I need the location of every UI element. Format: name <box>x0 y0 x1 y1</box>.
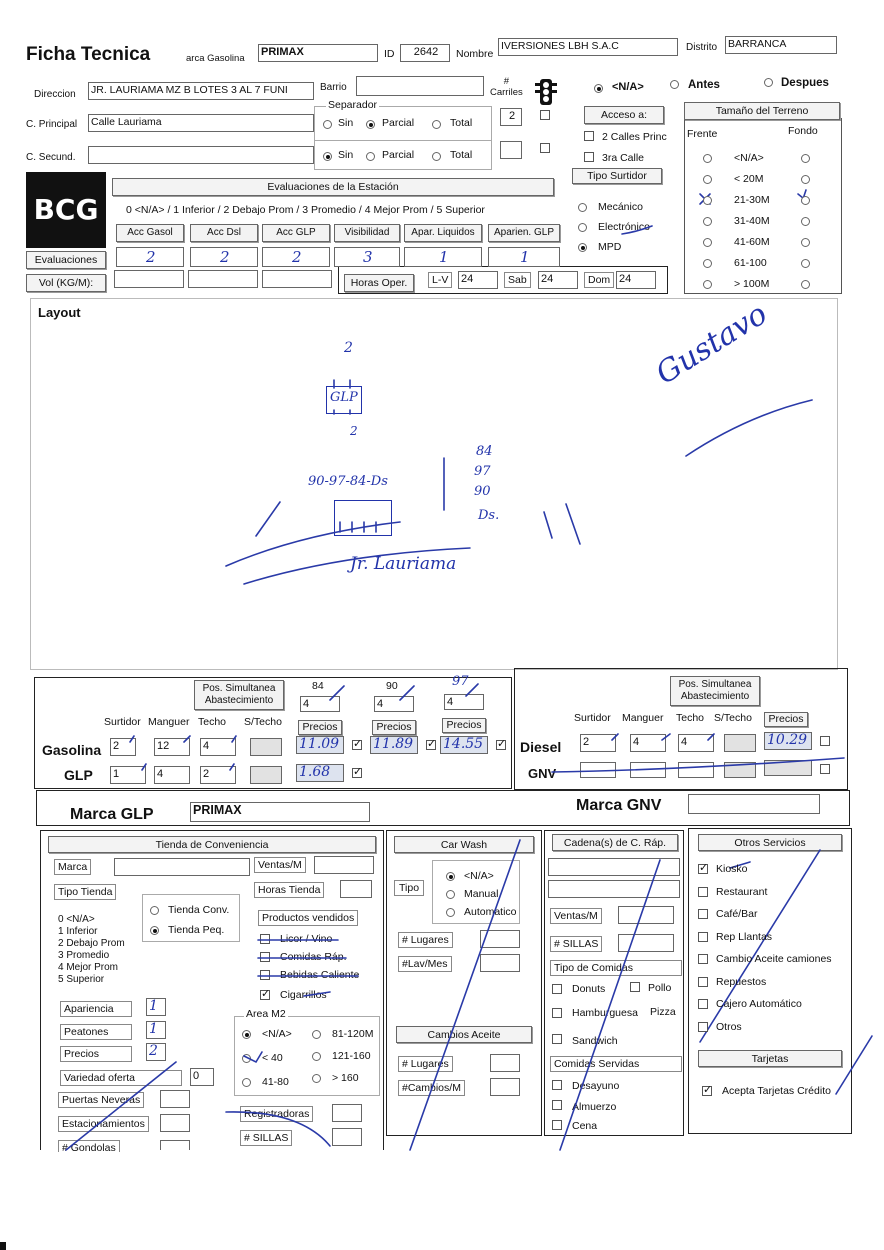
glp-label: GLP <box>64 767 93 783</box>
carwash-manual-label: Manual <box>464 888 499 900</box>
lv-label: L-V <box>428 272 452 288</box>
cambios-cambios-field[interactable] <box>490 1078 520 1096</box>
sep2-parcial-radio[interactable] <box>366 152 375 161</box>
dsl-manguer-field[interactable]: 4 <box>630 734 666 752</box>
gondolas-label: # Gondolas <box>58 1140 120 1152</box>
terreno-option-label: <N/A> <box>734 152 764 164</box>
carwash-manual-radio[interactable] <box>446 890 455 899</box>
tienda-sillas-field[interactable] <box>332 1128 362 1146</box>
pos-antes-label: Antes <box>688 79 720 91</box>
dsl-precios-label: Precios <box>764 712 808 727</box>
estacionamientos-label: Estacionamientos <box>58 1116 149 1132</box>
desayuno-check[interactable] <box>552 1080 562 1090</box>
gas-pos-label: Pos. Simultanea Abastecimiento <box>194 680 284 710</box>
pos-97-field[interactable]: 4 <box>444 694 484 710</box>
vol-label: Vol (KG/M): <box>26 274 106 292</box>
direccion-field[interactable]: JR. LAURIAMA MZ B LOTES 3 AL 7 FUNI <box>88 82 314 100</box>
layout-title: Layout <box>38 305 81 320</box>
desayuno-label: Desayuno <box>572 1080 620 1092</box>
cadena-tipo-label: Tipo de Comidas <box>550 960 682 976</box>
precios-field[interactable]: 2 <box>146 1043 166 1061</box>
otros-check[interactable] <box>698 977 708 987</box>
terreno-option-label: 41-60M <box>734 236 770 248</box>
tienda-horas-label: Horas Tienda <box>254 882 324 898</box>
terreno-frente-radio[interactable] <box>703 280 712 289</box>
glp-price-check[interactable] <box>352 768 362 778</box>
eval-value: 3 <box>363 248 373 266</box>
eval-col-header: Acc Gasol <box>116 224 184 242</box>
terreno-fondo-label: Fondo <box>788 125 818 137</box>
area-label: Area M2 <box>246 1008 286 1020</box>
pizza-label: Pizza <box>650 1006 676 1018</box>
sketch-col-90: 90 <box>474 484 491 499</box>
price-90-field[interactable]: 11.89 <box>370 736 418 754</box>
apariencia-label: Apariencia <box>60 1001 132 1017</box>
sep1-parcial-label: Parcial <box>382 117 415 129</box>
hamburguesa-check[interactable] <box>552 1008 562 1018</box>
price-97-check[interactable] <box>496 740 506 750</box>
cadena-title: Cadena(s) de C. Ráp. <box>552 834 678 851</box>
terreno-frente-label: Frente <box>687 128 718 140</box>
area-41-label: 41-80 <box>262 1076 289 1088</box>
carwash-auto-label: Automatico <box>464 906 517 918</box>
tienda-marca-field[interactable] <box>114 858 250 876</box>
cambios-title: Cambios Aceite <box>396 1026 532 1043</box>
carwash-lugares-field[interactable] <box>480 930 520 948</box>
otros-check[interactable] <box>698 954 708 964</box>
gnv-stecho-field[interactable] <box>724 762 756 778</box>
glp-stecho-field[interactable] <box>250 766 282 784</box>
sep2-sin-label: Sin <box>338 149 354 161</box>
terreno-option-label: 31-40M <box>734 215 770 227</box>
sep2-parcial-label: Parcial <box>382 149 415 161</box>
area-na-radio[interactable] <box>242 1030 251 1039</box>
marca-gasolina-label: arca Gasolina <box>186 53 245 64</box>
barrio-field[interactable] <box>356 76 484 96</box>
carwash-lavmes-field[interactable] <box>480 954 520 972</box>
cadena-field-1[interactable] <box>548 858 680 876</box>
tercera-calle-check[interactable] <box>584 152 594 162</box>
variedad-field[interactable]: 0 <box>190 1068 214 1086</box>
principal-field[interactable]: Calle Lauriama <box>88 114 314 132</box>
dsl-surtidor-field[interactable]: 2 <box>580 734 616 752</box>
pos-84-field[interactable]: 4 <box>300 696 340 712</box>
terreno-frente-radio[interactable] <box>703 196 712 205</box>
gas-precios-97-label: Precios <box>442 718 486 733</box>
peatones-field[interactable]: 1 <box>146 1021 166 1039</box>
area-81-radio[interactable] <box>312 1030 321 1039</box>
estacionamientos-field[interactable] <box>160 1114 190 1132</box>
glp-manguer-field[interactable]: 4 <box>154 766 190 784</box>
terreno-frente-radio[interactable] <box>703 259 712 268</box>
id-field[interactable]: 2642 <box>400 44 450 62</box>
area-lt40-radio[interactable] <box>242 1054 251 1063</box>
tienda-conv-radio[interactable] <box>150 906 159 915</box>
gas-col-techo: Techo <box>198 716 227 728</box>
terreno-title: Tamaño del Terreno <box>684 102 840 120</box>
tienda-title: Tienda de Conveniencia <box>48 836 376 853</box>
gnv-surtidor-field[interactable] <box>580 762 616 778</box>
gas-precios-90-label: Precios <box>372 720 416 735</box>
tipo-surtidor-label: Tipo Surtidor <box>572 168 662 184</box>
sep2-sin-radio[interactable] <box>323 152 332 161</box>
terreno-frente-radio[interactable] <box>703 154 712 163</box>
sab-label: Sab <box>504 272 531 288</box>
lv-field[interactable]: 24 <box>458 271 498 289</box>
gondolas-field[interactable] <box>160 1140 190 1150</box>
sketch-col-97: 97 <box>474 464 491 479</box>
eval-value: 2 <box>220 248 230 266</box>
terreno-fondo-radio[interactable] <box>801 259 810 268</box>
pollo-label: Pollo <box>648 982 672 994</box>
sandwich-check[interactable] <box>552 1034 562 1044</box>
otros-label: Cambio Aceite camiones <box>716 953 832 965</box>
area-41-radio[interactable] <box>242 1078 251 1087</box>
sep1-parcial-radio[interactable] <box>366 120 375 129</box>
otros-check[interactable] <box>698 1022 708 1032</box>
registradoras-field[interactable] <box>332 1104 362 1122</box>
comidas-label: Comidas Ráp. <box>280 951 347 963</box>
gas-manguer-field[interactable]: 12 <box>154 738 190 756</box>
page-edge-mark <box>0 1242 6 1250</box>
area-na-label: <N/A> <box>262 1028 292 1040</box>
carriles-2-field[interactable] <box>500 141 522 159</box>
terreno-option-label: 21-30M <box>734 194 770 206</box>
dsl-col-surtidor: Surtidor <box>574 712 611 724</box>
dsl-col-manguer: Manguer <box>622 712 664 724</box>
sketch-top-number: 2 <box>344 340 353 356</box>
dsl-pos-label: Pos. Simultanea Abastecimiento <box>670 676 760 706</box>
eval-value: 1 <box>439 248 449 266</box>
eval-value: 1 <box>520 248 530 266</box>
cadena-sillas-field[interactable] <box>618 934 674 952</box>
eval-col-header: Acc Dsl <box>190 224 258 242</box>
gas-col-surtidor: Surtidor <box>104 716 141 728</box>
tienda-conv-label: Tienda Conv. <box>168 904 230 916</box>
glp-techo-field[interactable]: 2 <box>200 766 236 784</box>
sketch-col-ds: Ds. <box>478 508 500 523</box>
tienda-scale-item: 4 Mejor Prom <box>58 962 119 973</box>
marca-gnv-label: Marca GNV <box>576 797 662 814</box>
puertas-field[interactable] <box>160 1090 190 1108</box>
pos-90-field[interactable]: 4 <box>374 696 414 712</box>
area-160-radio[interactable] <box>312 1074 321 1083</box>
dom-field[interactable]: 24 <box>616 271 656 289</box>
tienda-scale-item: 3 Promedio <box>58 950 110 961</box>
otros-label: Rep Llantas <box>716 930 773 943</box>
otros-label: Cajero Automático <box>716 998 802 1010</box>
evaluaciones-row-label: Evaluaciones <box>26 251 106 269</box>
diesel-label: Diesel <box>520 739 562 755</box>
productos-label: Productos vendidos <box>258 910 358 926</box>
nombre-label: Nombre <box>456 48 494 60</box>
mecanico-label: Mecánico <box>598 201 643 213</box>
eval-value: 2 <box>292 248 302 266</box>
glp-surtidor-field[interactable]: 1 <box>110 766 146 784</box>
distrito-field[interactable]: BARRANCA <box>725 36 837 54</box>
carwash-lavmes-label: #Lav/Mes <box>398 956 452 972</box>
otros-label: Otros <box>716 1020 742 1033</box>
terreno-frente-radio[interactable] <box>703 175 712 184</box>
licor-label: Licor / Vino <box>280 933 333 945</box>
price-84-check[interactable] <box>352 740 362 750</box>
price-84-field[interactable]: 11.09 <box>296 736 344 754</box>
cadena-ventas-label: Ventas/M <box>550 908 602 924</box>
gnv-label: GNV <box>528 766 557 781</box>
terreno-fondo-radio[interactable] <box>801 196 810 205</box>
calles-princ-label: 2 Calles Princ <box>602 131 667 143</box>
cadena-sillas-label: # SILLAS <box>550 936 602 952</box>
vol-field-1[interactable] <box>114 270 184 288</box>
calles-princ-check[interactable] <box>584 131 594 141</box>
area-lt40-label: < 40 <box>262 1052 283 1064</box>
terreno-option-label: < 20M <box>734 173 764 185</box>
otros-check[interactable] <box>698 999 708 1009</box>
separador-label: Separador <box>328 99 378 111</box>
price-90-check[interactable] <box>426 740 436 750</box>
carriles-1-check[interactable] <box>540 110 550 120</box>
tarjetas-title: Tarjetas <box>698 1050 842 1067</box>
puertas-label: Puertas Neveras <box>58 1092 144 1108</box>
cambios-lugares-label: # Lugares <box>398 1056 453 1072</box>
otros-check[interactable] <box>698 887 708 897</box>
almuerzo-check[interactable] <box>552 1100 562 1110</box>
tienda-peq-label: Tienda Peq. <box>168 924 225 936</box>
tienda-scale-item: 5 Superior <box>58 974 105 985</box>
oct-90-label: 90 <box>386 680 398 692</box>
cena-label: Cena <box>572 1120 598 1132</box>
tienda-peq-radio[interactable] <box>150 926 159 935</box>
sketch-fuels-label: 90-97-84-Ds <box>308 474 388 489</box>
terreno-fondo-radio[interactable] <box>801 175 810 184</box>
carwash-lugares-label: # Lugares <box>398 932 453 948</box>
donuts-check[interactable] <box>552 984 562 994</box>
marca-glp-field[interactable]: PRIMAX <box>190 802 370 822</box>
area-81-label: 81-120M <box>332 1028 374 1040</box>
terreno-fondo-radio[interactable] <box>801 280 810 289</box>
precios-label: Precios <box>60 1046 132 1062</box>
marca-gnv-field[interactable] <box>688 794 820 814</box>
gas-precios-84-label: Precios <box>298 720 342 735</box>
carwash-title: Car Wash <box>394 836 534 853</box>
gas-stecho-field[interactable] <box>250 738 282 756</box>
nombre-field[interactable]: IVERSIONES LBH S.A.C <box>498 38 678 56</box>
sandwich-label: Sandwich <box>572 1035 618 1047</box>
horas-label: Horas Oper. <box>344 274 414 292</box>
cena-check[interactable] <box>552 1120 562 1130</box>
sketch-bottom-number: 2 <box>350 424 358 438</box>
dsl-price-check[interactable] <box>820 736 830 746</box>
direccion-label: Direccion <box>34 89 76 100</box>
area-121-label: 121-160 <box>332 1050 371 1062</box>
sketch-street-label: Jr. Lauriama <box>350 554 457 574</box>
sep1-total-radio[interactable] <box>432 120 441 129</box>
gnv-techo-field[interactable] <box>678 762 714 778</box>
otros-check[interactable] <box>698 909 708 919</box>
gasolina-label: Gasolina <box>42 742 102 758</box>
sketch-pump-box <box>334 500 392 536</box>
marca-glp-label: Marca GLP <box>70 806 154 823</box>
cambios-lugares-field[interactable] <box>490 1054 520 1072</box>
otros-label: Kiosko <box>716 863 748 875</box>
evaluaciones-title: Evaluaciones de la Estación <box>112 178 554 196</box>
pollo-check[interactable] <box>630 982 640 992</box>
sab-field[interactable]: 24 <box>538 271 578 289</box>
almuerzo-label: Almuerzo <box>572 1101 617 1113</box>
tienda-marca-label: Marca <box>54 859 91 875</box>
dsl-col-stecho: S/Techo <box>714 712 752 724</box>
gas-techo-field[interactable]: 4 <box>200 738 236 756</box>
gas-col-manguer: Manguer <box>148 716 190 728</box>
cadena-field-2[interactable] <box>548 880 680 898</box>
gnv-price-field[interactable] <box>764 760 812 776</box>
carriles-1-field[interactable]: 2 <box>500 108 522 126</box>
eval-value: 2 <box>146 248 156 266</box>
gnv-price-check[interactable] <box>820 764 830 774</box>
carriles-2-check[interactable] <box>540 143 550 153</box>
mpd-radio[interactable] <box>578 243 587 252</box>
carwash-na-radio[interactable] <box>446 872 455 881</box>
price-97-field[interactable]: 14.55 <box>440 736 488 754</box>
pos-na-label: <N/A> <box>612 81 644 93</box>
donuts-label: Donuts <box>572 983 606 995</box>
id-label: ID <box>384 48 395 60</box>
bcg-logo: BCG <box>26 172 106 248</box>
gnv-manguer-field[interactable] <box>630 762 666 778</box>
cigarrillos-label: Cigarrillos <box>280 989 327 1001</box>
peatones-label: Peatones <box>60 1024 132 1040</box>
oct-97-label: 97 <box>452 674 469 689</box>
comidas-check[interactable] <box>260 952 270 962</box>
licor-check[interactable] <box>260 934 270 944</box>
principal-label: C. Principal <box>26 119 78 130</box>
vol-field-2[interactable] <box>188 270 258 288</box>
page-title: Ficha Tecnica <box>26 44 151 65</box>
bebidas-check[interactable] <box>260 970 270 980</box>
cigarrillos-check[interactable] <box>260 990 270 1000</box>
pos-na-radio[interactable] <box>594 84 603 93</box>
mecanico-radio[interactable] <box>578 203 587 212</box>
servidas-label: Comidas Servidas <box>550 1056 682 1072</box>
secund-label: C. Secund. <box>26 152 76 163</box>
carriles-label: # Carriles <box>490 76 523 98</box>
tienda-scale-item: 0 <N/A> <box>58 914 95 925</box>
cambios-cambios-label: #Cambios/M <box>398 1080 465 1096</box>
sep2-total-radio[interactable] <box>432 152 441 161</box>
acepta-tarjetas-label: Acepta Tarjetas Crédito <box>722 1085 831 1097</box>
carwash-auto-radio[interactable] <box>446 908 455 917</box>
eval-col-header: Aparien. GLP <box>488 224 560 242</box>
gas-col-stecho: S/Techo <box>244 716 282 728</box>
carwash-tipo-label: Tipo <box>394 880 424 896</box>
pos-despues-radio[interactable] <box>764 78 773 87</box>
terreno-frente-radio[interactable] <box>703 238 712 247</box>
terreno-fondo-radio[interactable] <box>801 154 810 163</box>
sep1-total-label: Total <box>450 117 473 129</box>
mpd-label: MPD <box>598 241 622 253</box>
gas-surtidor-field[interactable]: 2 <box>110 738 136 756</box>
tienda-ventas-field[interactable] <box>314 856 374 874</box>
dsl-techo-field[interactable]: 4 <box>678 734 714 752</box>
dom-label: Dom <box>584 272 614 288</box>
terreno-option-label: > 100M <box>734 278 770 290</box>
tienda-ventas-label: Ventas/M <box>254 857 306 873</box>
hamburguesa-label: Hamburguesa <box>572 1007 638 1019</box>
eval-col-header: Visibilidad <box>334 224 400 242</box>
registradoras-label: Registradoras <box>240 1106 313 1122</box>
electronico-radio[interactable] <box>578 223 587 232</box>
eval-col-header: Apar. Liquidos <box>404 224 482 242</box>
otros-label: Restaurant <box>716 885 768 898</box>
distrito-label: Distrito <box>686 42 718 53</box>
glp-price-field[interactable]: 1.68 <box>296 764 344 782</box>
vol-field-3[interactable] <box>262 270 332 288</box>
area-121-radio[interactable] <box>312 1052 321 1061</box>
terreno-option-label: 61-100 <box>734 257 767 269</box>
evaluaciones-scale: 0 <N/A> / 1 Inferior / 2 Debajo Prom / 3 Promedio / 4 Mejor Prom / 5 Superior <box>126 204 485 216</box>
dsl-price-field[interactable]: 10.29 <box>764 732 812 750</box>
electronico-label: Electrónico <box>598 221 650 233</box>
sep1-sin-label: Sin <box>338 117 354 129</box>
secund-field[interactable] <box>88 146 314 164</box>
acceso-label: Acceso a: <box>584 106 664 124</box>
variedad-label: Variedad oferta <box>60 1070 182 1086</box>
sep1-sin-radio[interactable] <box>323 120 332 129</box>
sep2-total-label: Total <box>450 149 473 161</box>
dsl-col-techo: Techo <box>676 712 705 724</box>
tienda-sillas-label: # SILLAS <box>240 1130 292 1146</box>
terreno-fondo-radio[interactable] <box>801 217 810 226</box>
pos-despues-label: Despues <box>781 77 829 89</box>
otros-title: Otros Servicios <box>698 834 842 851</box>
otros-check[interactable] <box>698 864 708 874</box>
eval-col-header: Acc GLP <box>262 224 330 242</box>
tienda-scale-item: 2 Debajo Prom <box>58 938 125 949</box>
signature: Gustavo <box>650 296 774 392</box>
barrio-label: Barrio <box>320 82 347 93</box>
tienda-scale-item: 1 Inferior <box>58 926 98 937</box>
otros-label: Café/Bar <box>716 908 758 920</box>
dsl-stecho-field[interactable] <box>724 734 756 752</box>
traffic-light-icon <box>534 78 558 106</box>
pos-antes-radio[interactable] <box>670 80 679 89</box>
oct-84-label: 84 <box>312 680 324 692</box>
cadena-ventas-field[interactable] <box>618 906 674 924</box>
otros-check[interactable] <box>698 932 708 942</box>
carwash-na-label: <N/A> <box>464 870 494 882</box>
tienda-tipo-label: Tipo Tienda <box>54 884 116 900</box>
apariencia-field[interactable]: 1 <box>146 998 166 1016</box>
acepta-tarjetas-check[interactable] <box>702 1086 712 1096</box>
tercera-calle-label: 3ra Calle <box>602 152 645 164</box>
terreno-fondo-radio[interactable] <box>801 238 810 247</box>
area-160-label: > 160 <box>332 1072 359 1084</box>
bebidas-label: Bebidas Caliente <box>280 969 360 981</box>
terreno-frente-radio[interactable] <box>703 217 712 226</box>
tienda-horas-field[interactable] <box>340 880 372 898</box>
sketch-glp-label: GLP <box>330 390 358 405</box>
sketch-col-84: 84 <box>476 444 493 459</box>
otros-label: Repuestos <box>716 975 767 988</box>
marca-gasolina-field[interactable]: PRIMAX <box>258 44 378 62</box>
